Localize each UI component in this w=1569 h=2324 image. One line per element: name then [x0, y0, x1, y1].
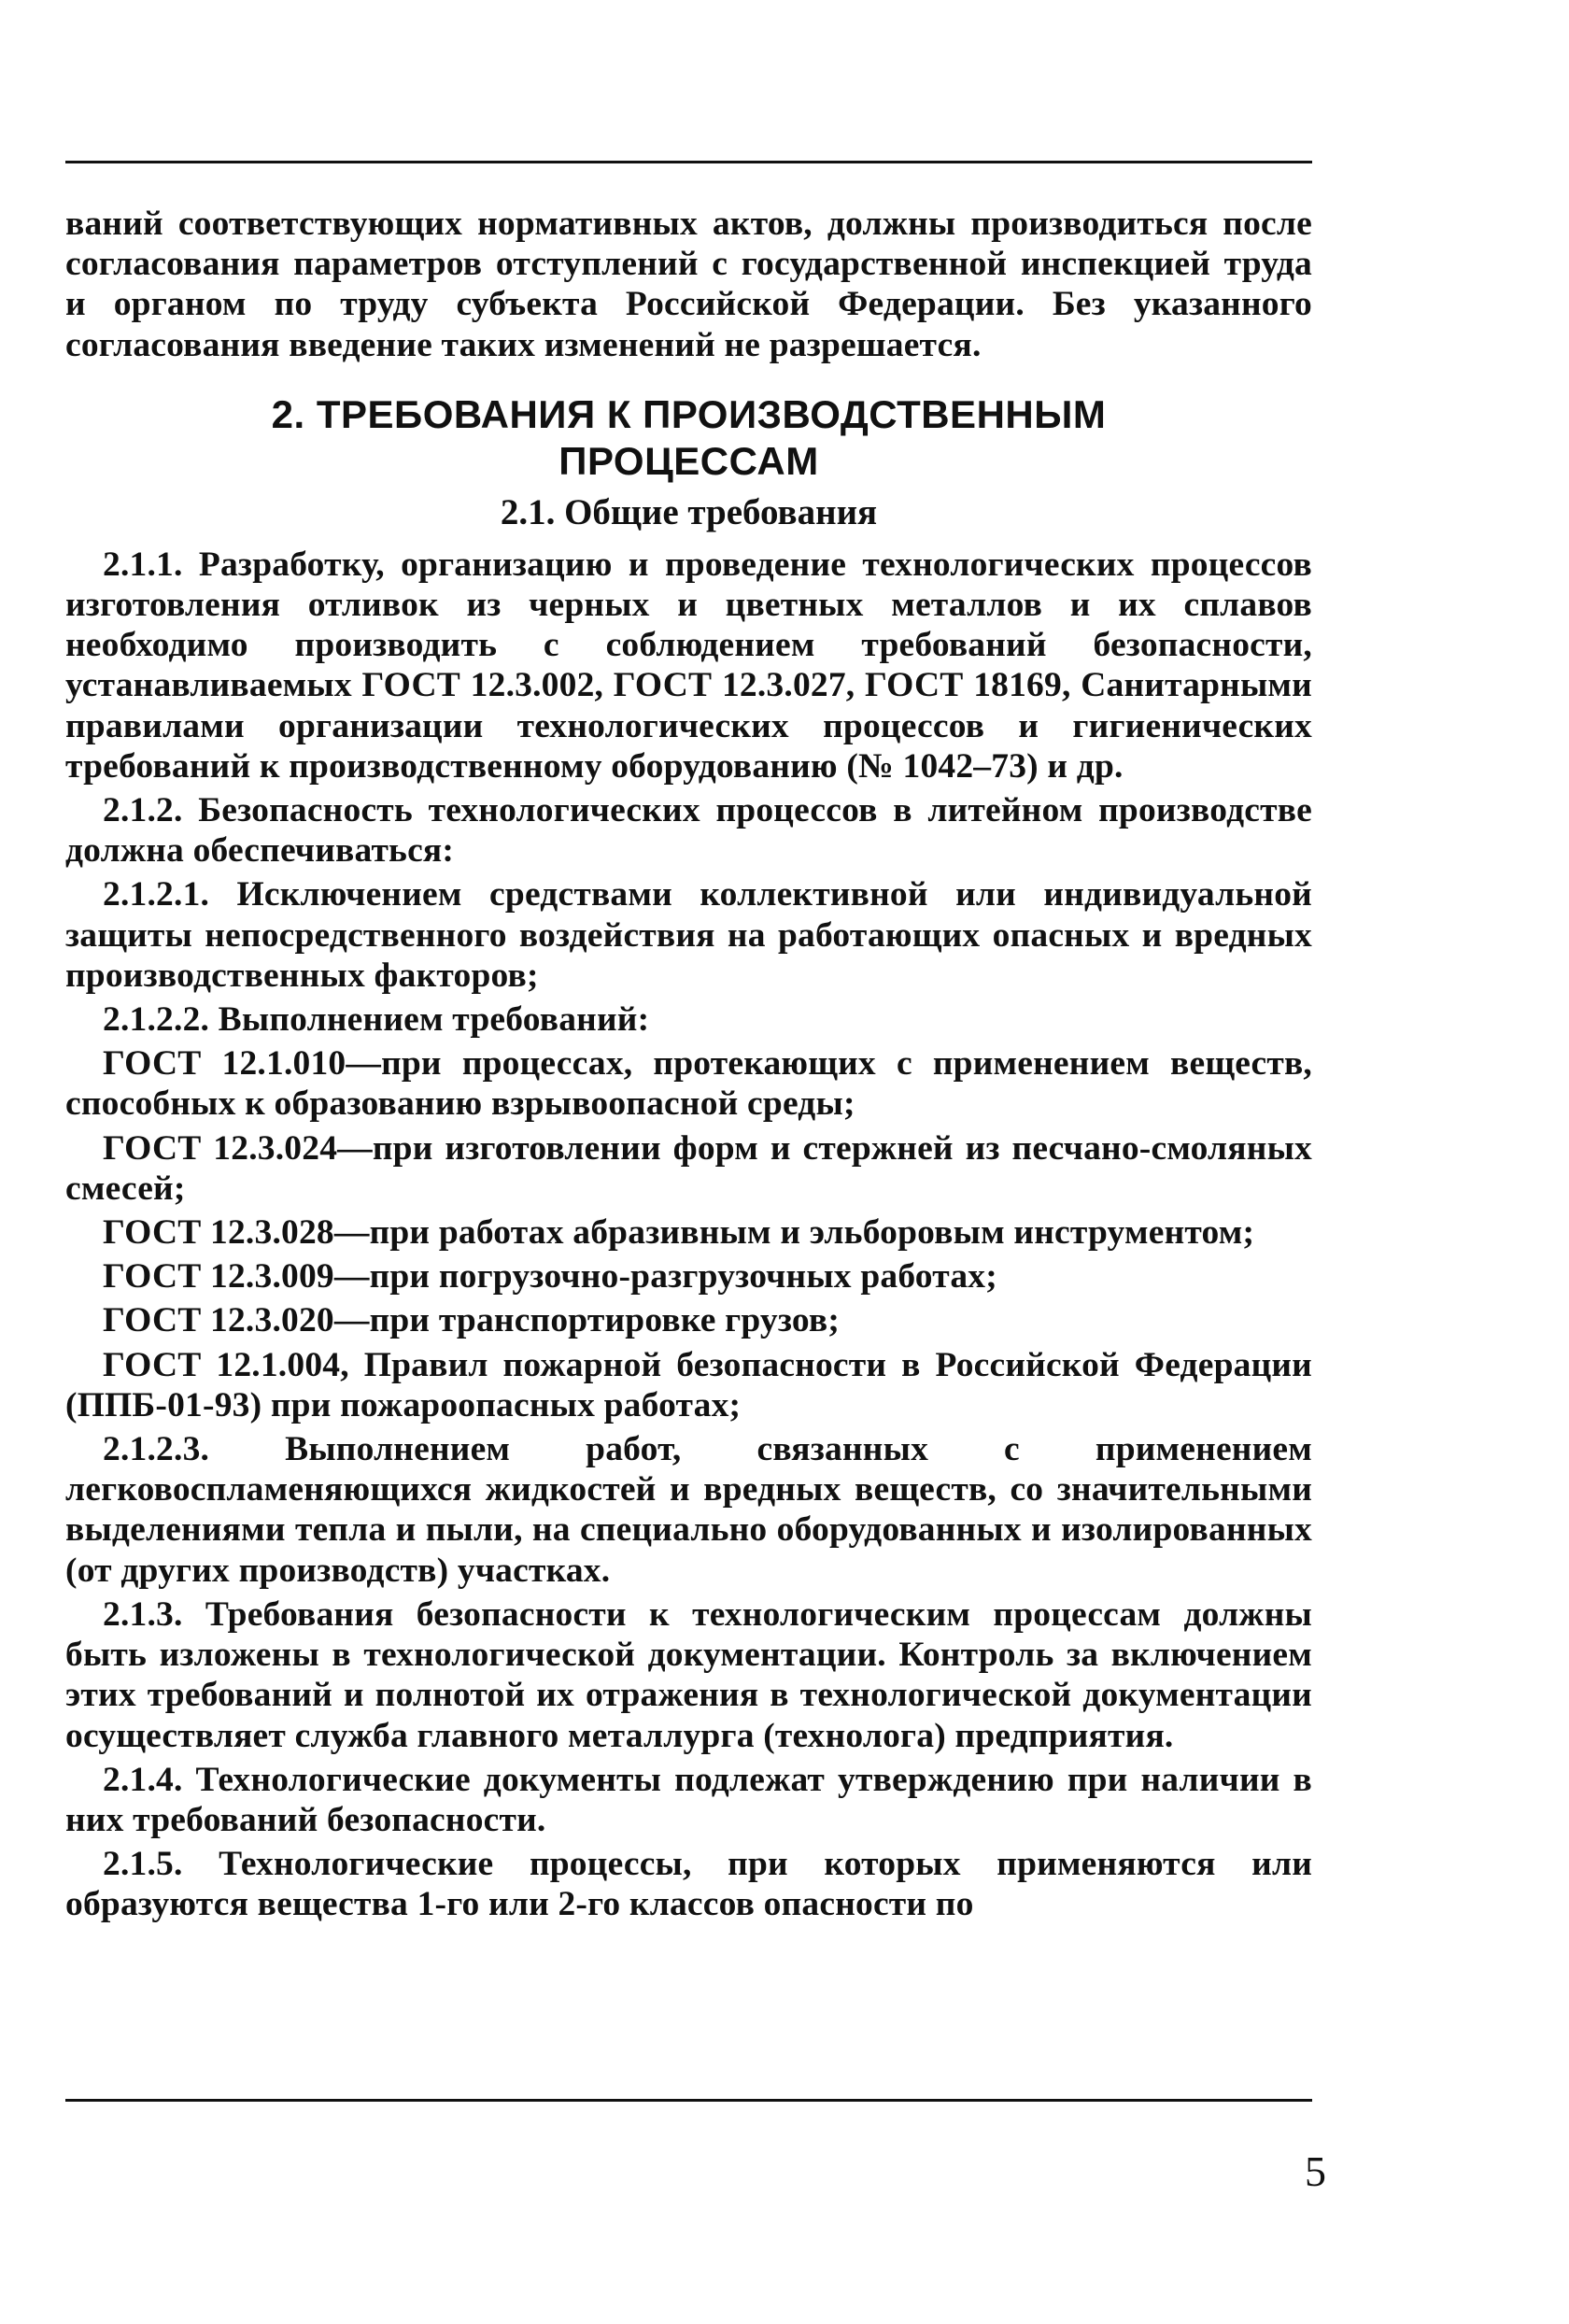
paragraph-gost-12-3-009: ГОСТ 12.3.009—при погрузочно-разгрузочных работах;	[103, 1257, 997, 1297]
paragraph-gost-12-3-024: ГОСТ 12.3.024—при изготовлении форм и стержней из песчано-смоляных смесей;	[65, 1128, 1312, 1208]
paragraph-gost-12-3-020: ГОСТ 12.3.020—при транспортировке грузов;	[103, 1301, 841, 1340]
section-title-line-2: ПРОЦЕССАМ	[558, 438, 819, 483]
document-body	[65, 204, 1312, 1925]
subsection-title: 2.1. Общие требования	[500, 491, 878, 532]
paragraph-gost-12-1-010: ГОСТ 12.1.010—при процессах, протекающих с применением веществ, способных к образованию взрывоопасной среды;	[65, 1044, 1312, 1124]
paragraph-gost-12-3-028: ГОСТ 12.3.028—при работах абразивным и эльборовым инструментом;	[103, 1213, 1255, 1253]
paragraph-2-1-1: 2.1.1. Разработку, организацию и проведение технологических процессов изготовления отливок из черных и цветных металлов и их сплавов необходимо производить с соблюдением требований безопасности, устанавливаемых ГОСТ 12.3.002, ГОСТ 12.3.027, ГОСТ 18169, Санитарными правилами организации технологических процессов и гигиенических требований к производственному оборудованию (№ 1042–73) и др.	[65, 545, 1312, 786]
paragraph-2-1-2: 2.1.2. Безопасность технологических процессов в литейном производстве должна обеспечиваться:	[65, 791, 1312, 871]
page-number: 5	[1305, 2147, 1326, 2195]
section-title	[65, 391, 1312, 485]
top-rule	[65, 161, 1312, 163]
paragraph-2-1-5: 2.1.5. Технологические процессы, при которых применяются или образуются вещества 1-го или 2-го классов опасности по	[65, 1845, 1312, 1924]
paragraph-2-1-2-1: 2.1.2.1. Исключением средствами коллективной или индивидуальной защиты непосредственного воздействия на работающих опасных и вредных производственных факторов;	[65, 875, 1312, 995]
section-title-line-1: 2. ТРЕБОВАНИЯ К ПРОИЗВОДСТВЕННЫМ	[271, 391, 1107, 436]
paragraph-2-1-4: 2.1.4. Технологические документы подлежат утверждению при наличии в них требований безопасности.	[65, 1760, 1312, 1839]
paragraph-2-1-2-2: 2.1.2.2. Выполнением требований:	[103, 1000, 650, 1040]
bottom-rule	[65, 2099, 1312, 2102]
paragraph-2-1-2-3: 2.1.2.3. Выполнением работ, связанных с применением легковоспламеняющихся жидкостей и вредных веществ, со значительными выделениями тепла и пыли, на специально оборудованных и изолированных (от других производств) участках.	[65, 1430, 1312, 1590]
paragraph-intro: ваний соответствующих нормативных актов, должны производиться после согласования параметров отступлений с государственной инспекцией труда и органом по труду субъекта Российской Федерации. Без указанного согласования введение таких изменений не разрешается.	[65, 205, 1312, 364]
paragraph-gost-12-1-004: ГОСТ 12.1.004, Правил пожарной безопасности в Российской Федерации (ППБ-01-93) при пожароопасных работах;	[65, 1345, 1312, 1424]
paragraph-2-1-3: 2.1.3. Требования безопасности к технологическим процессам должны быть изложены в технологической документации. Контроль за включением этих требований и полнотой их отражения в технологической документации осуществляет служба главного металлурга (технолога) предприятия.	[65, 1594, 1312, 1755]
